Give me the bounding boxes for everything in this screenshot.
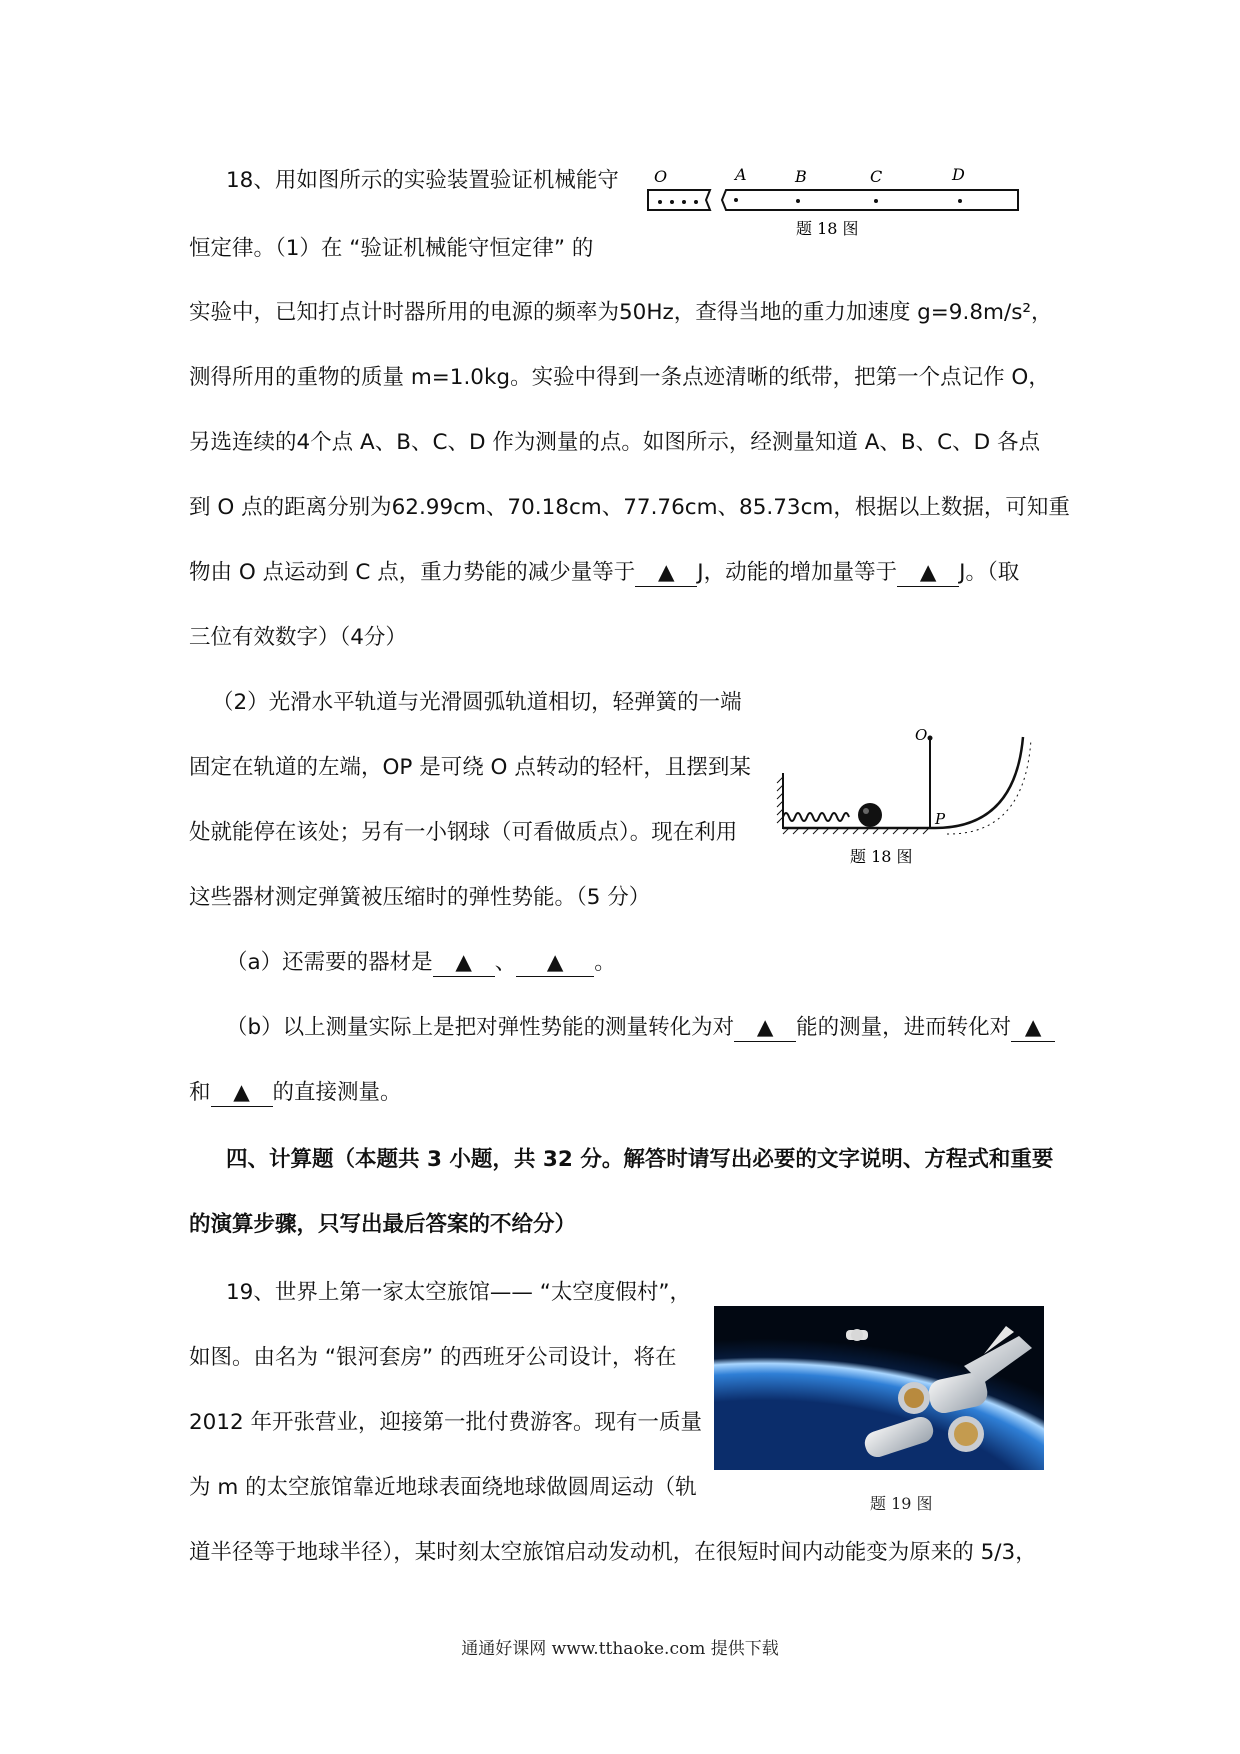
answer-blank: ▲ — [734, 1015, 796, 1042]
tape-dot — [682, 200, 686, 204]
part-a-separator: 、 — [494, 950, 517, 975]
tape-label-o: O — [654, 167, 668, 186]
answer-blank: ▲ — [516, 950, 594, 977]
page-footer: 通通好课网 www.tthaoke.com 提供下载 — [461, 1639, 779, 1659]
label-p: P — [935, 810, 946, 828]
q18-line-3: 实验中，已知打点计时器所用的电源的频率为50Hz，查得当地的重力加速度 g=9.8m/s²， — [189, 300, 1053, 325]
answer-blank: ▲ — [433, 950, 495, 977]
answer-blank: ▲ — [897, 560, 959, 587]
part-c-prefix: 和 — [189, 1080, 211, 1105]
part-a-prefix: （a）还需要的器材是 — [226, 950, 433, 975]
q18-line-7 — [189, 558, 1019, 588]
spring — [783, 813, 849, 821]
tape-dot — [658, 200, 662, 204]
tape-label-a: A — [735, 165, 747, 184]
q18-part2-c — [189, 1078, 402, 1108]
q19-line-3: 2012 年开张营业，迎接第一批付费游客。现有一质量 — [189, 1410, 703, 1435]
pivot-o — [928, 736, 933, 741]
q18-line-7-a: 物由 O 点运动到 C 点，重力势能的减少量等于 — [189, 560, 636, 585]
section-4-heading-cont: 的演算步骤，只写出最后答案的不给分） — [189, 1212, 577, 1237]
q19-line-1: 19、世界上第一家太空旅馆—— “太空度假村”， — [226, 1280, 691, 1305]
q18-part2-line-1: （2）光滑水平轨道与光滑圆弧轨道相切，轻弹簧的一端 — [212, 690, 742, 715]
answer-blank: ▲ — [211, 1080, 273, 1107]
q18-line-2: 恒定律。（1）在 “验证机械能守恒定律” 的 — [189, 236, 594, 261]
tape-caption: 题 18 图 — [796, 219, 859, 238]
q18-line-6: 到 O 点的距离分别为62.99cm、70.18cm、77.76cm、85.73cm，根据以上数据，可知重 — [189, 495, 1070, 520]
q18-part2-line-3: 处就能停在该处；另有一小钢球（可看做质点）。现在利用 — [189, 820, 738, 845]
part-b-prefix: （b）以上测量实际上是把对弹性势能的测量转化为对 — [226, 1015, 735, 1040]
tape-dot-c — [874, 199, 878, 203]
label-o: O — [915, 726, 928, 744]
part-c-end: 的直接测量。 — [272, 1080, 402, 1105]
q18-line-5: 另选连续的4个点 A、B、C、D 作为测量的点。如图所示，经测量知道 A、B、C、D 各点 — [189, 430, 1041, 455]
track-caption: 题 18 图 — [850, 847, 913, 866]
track-figure — [775, 725, 1050, 875]
arc-track — [935, 737, 1023, 828]
paper-tape-figure — [640, 160, 1020, 250]
q18-part2-line-4: 这些器材测定弹簧被压缩时的弹性势能。（5 分） — [189, 885, 651, 910]
q19-line-5: 道半径等于地球半径），某时刻太空旅馆启动发动机，在很短时间内动能变为原来的 5/3， — [189, 1540, 1037, 1565]
section-4-heading: 四、计算题（本题共 3 小题，共 32 分。解答时请写出必要的文字说明、方程式和重要 — [226, 1147, 1054, 1172]
steel-ball — [858, 803, 882, 827]
tape-label-d: D — [952, 165, 965, 184]
tape-dot-a — [734, 198, 738, 202]
answer-blank: ▲ — [635, 560, 697, 587]
tape-dot — [694, 200, 698, 204]
q18-part2-a — [226, 948, 616, 978]
q19-line-4: 为 m 的太空旅馆靠近地球表面绕地球做圆周运动（轨 — [189, 1475, 697, 1500]
space-hotel-caption: 题 19 图 — [870, 1494, 933, 1513]
tape-dot — [670, 200, 674, 204]
tape-dot-d — [958, 199, 962, 203]
part-a-end: 。 — [594, 950, 616, 975]
tape-label-b: B — [795, 167, 807, 186]
answer-blank: ▲ — [1011, 1015, 1055, 1042]
part-b-mid: 能的测量，进而转化对 — [796, 1015, 1012, 1040]
tape-label-c: C — [870, 167, 883, 186]
q18-line-7-c: J。（取 — [959, 560, 1020, 585]
space-hotel-image — [714, 1306, 1044, 1470]
q19-line-2: 如图。由名为 “银河套房” 的西班牙公司设计，将在 — [189, 1345, 677, 1370]
q18-line-8: 三位有效数字）（4分） — [189, 625, 407, 650]
q18-line-4: 测得所用的重物的质量 m=1.0kg。实验中得到一条点迹清晰的纸带，把第一个点记作 O， — [189, 365, 1050, 390]
q18-line-1: 18、用如图所示的实验装置验证机械能守 — [226, 168, 619, 193]
tape-right-segment — [722, 190, 1018, 210]
tape-left-segment — [648, 190, 710, 210]
tape-dot-b — [796, 199, 800, 203]
q18-line-7-b: J，动能的增加量等于 — [697, 560, 898, 585]
q18-part2-line-2: 固定在轨道的左端，OP 是可绕 O 点转动的轻杆，且摆到某 — [189, 755, 751, 780]
q18-part2-b — [226, 1013, 1055, 1043]
